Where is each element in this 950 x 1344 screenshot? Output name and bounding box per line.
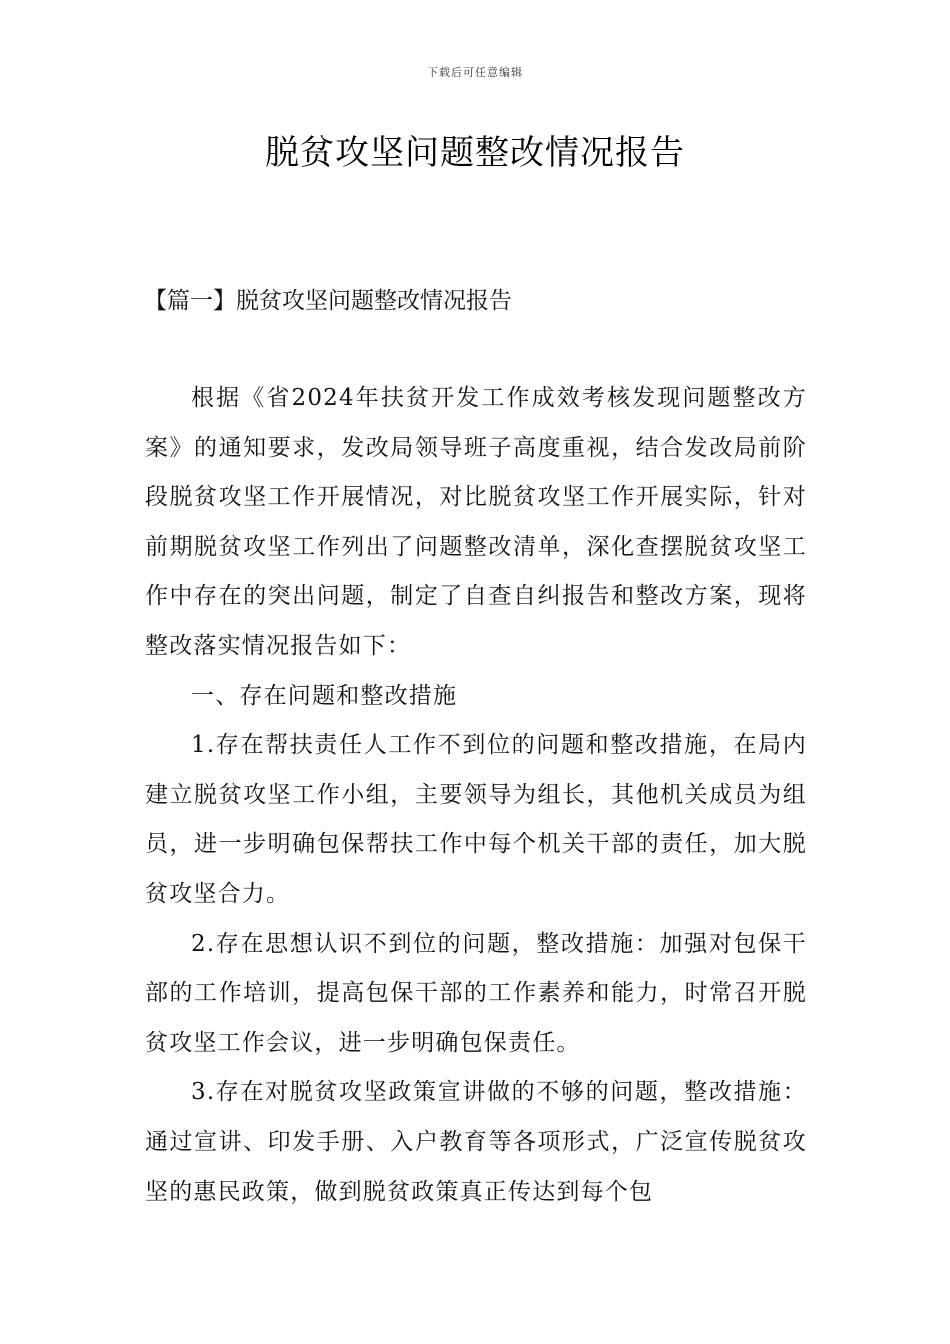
paragraph-item-2: 2.存在思想认识不到位的问题，整改措施：加强对包保干部的工作培训，提高包保干部的工作素养和能力，时常召开脱贫攻坚工作会议，进一步明确包保责任。 [145,930,807,1056]
paragraph-subheading: 一、存在问题和整改措施 [191,682,458,709]
paragraph-item-1: 1.存在帮扶责任人工作不到位的问题和整改措施，在局内建立脱贫攻坚工作小组，主要领导为组长，其他机关成员为组员，进一步明确包保帮扶工作中每个机关干部的责任，加大脱贫攻坚合力。 [145,732,807,907]
document-title: 脱贫攻坚问题整改情况报告 [265,133,685,173]
header-note: 下载后可任意编辑 [427,66,523,79]
paragraph-item-3: 3.存在对脱贫攻坚政策宣讲做的不够的问题，整改措施：通过宣讲、印发手册、入户教育等各项形式，广泛宣传脱贫攻坚的惠民政策，做到脱贫政策真正传达到每个包 [145,1079,807,1205]
paragraph-intro: 根据《省2024年扶贫开发工作成效考核发现问题整改方案》的通知要求，发改局领导班子高度重视，结合发改局前阶段脱贫攻坚工作开展情况，对比脱贫攻坚工作开展实际，针对前期脱贫攻坚工作列出了问题整改清单，深化查摆脱贫攻坚工作中存在的突出问题，制定了自查自纠报告和整改方案，现将整改落实情况报告如下： [145,385,807,659]
document-body [145,374,807,1217]
section-heading: 【篇一】脱贫攻坚问题整改情况报告 [144,288,512,314]
